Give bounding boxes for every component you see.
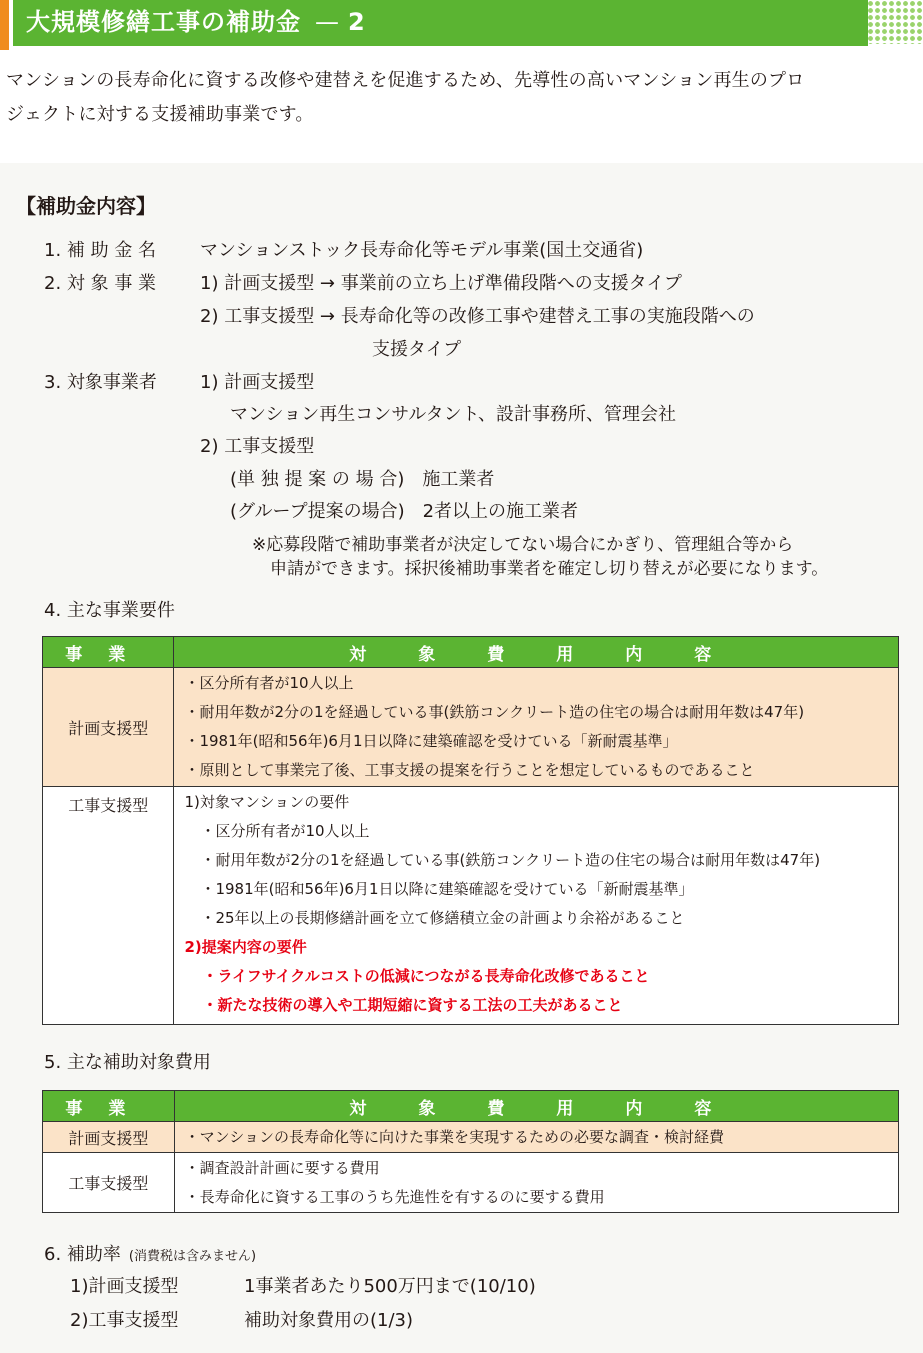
- page-title-text: 大規模修繕工事の補助金: [26, 8, 301, 36]
- list-item: ・調査設計計画に要する費用: [184, 1159, 380, 1177]
- page-number: 2: [348, 8, 366, 36]
- list-item: ・区分所有者が10人以上: [200, 822, 370, 840]
- list-item: ・長寿命化に資する工事のうち先進性を有するのに要する費用: [184, 1188, 605, 1206]
- rate-work-type: 2)工事支援型: [70, 1310, 179, 1331]
- table-header-row: [43, 1091, 899, 1122]
- page-title: [26, 4, 366, 40]
- list-item: ・耐用年数が2分の1を経過している事(鉄筋コンクリート造の住宅の場合は耐用年数は47年): [200, 851, 821, 869]
- row-content-plan: [174, 1122, 898, 1153]
- list-item: ・1981年(昭和56年)6月1日以降に建築確認を受けている「新耐震基準」: [200, 880, 694, 898]
- item-3-label: 3. 対象事業者: [44, 372, 157, 393]
- list-item: ・1981年(昭和56年)6月1日以降に建築確認を受けている「新耐震基準」: [184, 732, 678, 750]
- row-label-plan: 計画支援型: [43, 668, 174, 787]
- column-header-business-text: 事業: [65, 1098, 152, 1119]
- tax-note: (消費税は含みません): [128, 1249, 257, 1264]
- subsidy-rate-label: 6. 補助率: [44, 1244, 121, 1265]
- table-row: [43, 1122, 899, 1153]
- table-row: [43, 787, 899, 1025]
- intro-line-1: マンションの長寿命化に資する改修や建替えを促進するため、先導性の高いマンション再生のプロ: [6, 70, 805, 91]
- header-accent-stripe: [0, 0, 9, 50]
- list-item: ・区分所有者が10人以上: [184, 674, 354, 692]
- item-3-note-line-1: ※応募段階で補助事業者が決定してない場合にかぎり、管理組合等から: [252, 535, 794, 555]
- rate-plan-type: 1)計画支援型: [70, 1276, 179, 1297]
- list-item: ・耐用年数が2分の1を経過している事(鉄筋コンクリート造の住宅の場合は耐用年数は47年): [184, 703, 805, 721]
- section-heading: 【補助金内容】: [16, 194, 156, 218]
- item-1-value: マンションストック長寿命化等モデル事業(国土交通省): [200, 240, 644, 261]
- page-header: [0, 0, 923, 50]
- row-label-work: 工事支援型: [43, 1153, 175, 1213]
- table-row: [43, 1153, 899, 1213]
- list-item: ・マンションの長寿命化等に向けた事業を実現するための必要な調査・検討経費: [184, 1128, 724, 1146]
- item-3-note-line-2: 申請ができます。採択後補助事業者を確定し切り替えが必要になります。: [270, 559, 829, 579]
- list-heading: 1)対象マンションの要件: [184, 793, 350, 811]
- title-separator: —: [315, 8, 340, 36]
- list-item: ・原則として事業完了後、工事支援の提案を行うことを想定しているものであること: [184, 761, 755, 779]
- item-2-work-type: 2) 工事支援型 → 長寿命化等の改修工事や建替え工事の実施段階への: [200, 306, 755, 327]
- list-item: ・25年以上の長期修繕計画を立て修繕積立金の計画より余裕があること: [200, 909, 685, 927]
- row-content-work: [174, 1153, 898, 1213]
- dot-pattern-decoration: [867, 0, 923, 50]
- row-label-work: 工事支援型: [43, 787, 174, 1025]
- item-6-label: [44, 1240, 256, 1266]
- row-label-plan: 計画支援型: [43, 1122, 175, 1153]
- item-5-label: 5. 主な補助対象費用: [44, 1052, 211, 1073]
- item-3-plan-type: 1) 計画支援型: [200, 372, 315, 393]
- row-content-plan: [174, 668, 899, 787]
- item-2-label: 2. 対 象 事 業: [44, 273, 157, 294]
- column-header-content: [174, 1091, 898, 1122]
- item-2-plan-type: 1) 計画支援型 → 事業前の立ち上げ準備段階への支援タイプ: [200, 273, 682, 294]
- column-header-business: [43, 637, 174, 668]
- item-1-label: 1. 補 助 金 名: [44, 240, 157, 261]
- proposal-requirement-item: ・ライフサイクルコストの低減につながる長寿命化改修であること: [202, 967, 650, 985]
- rate-plan-value: 1事業者あたり500万円まで(10/10): [244, 1276, 536, 1297]
- intro-paragraph: [6, 64, 916, 132]
- item-3-group-proposal: (グループ提案の場合) 2者以上の施工業者: [230, 501, 579, 522]
- item-2-work-type-cont: 支援タイプ: [372, 339, 462, 360]
- intro-line-2: ジェクトに対する支援補助事業です。: [6, 104, 314, 125]
- row-content-work: [174, 787, 899, 1025]
- proposal-requirement-item: ・新たな技術の導入や工期短縮に資する工法の工夫があること: [202, 996, 623, 1014]
- column-header-content-text: 対象費用内容: [349, 1098, 764, 1119]
- item-3-plan-entities: マンション再生コンサルタント、設計事務所、管理会社: [230, 404, 676, 425]
- column-header-content-text: 対象費用内容: [349, 644, 764, 665]
- header-underline: [13, 44, 868, 46]
- eligible-costs-table: [42, 1090, 899, 1213]
- table-header-row: [43, 637, 899, 668]
- column-header-content: [174, 637, 899, 668]
- column-header-business-text: 事業: [65, 644, 152, 665]
- item-4-label: 4. 主な事業要件: [44, 600, 175, 621]
- rate-work-value: 補助対象費用の(1/3): [244, 1310, 414, 1331]
- proposal-requirements-heading: 2)提案内容の要件: [184, 938, 307, 956]
- item-3-single-proposal: (単 独 提 案 の 場 合) 施工業者: [230, 469, 495, 490]
- column-header-business: [43, 1091, 175, 1122]
- table-row: [43, 668, 899, 787]
- item-3-work-type: 2) 工事支援型: [200, 436, 315, 457]
- requirements-table: [42, 636, 899, 1025]
- header-mask: [868, 44, 923, 50]
